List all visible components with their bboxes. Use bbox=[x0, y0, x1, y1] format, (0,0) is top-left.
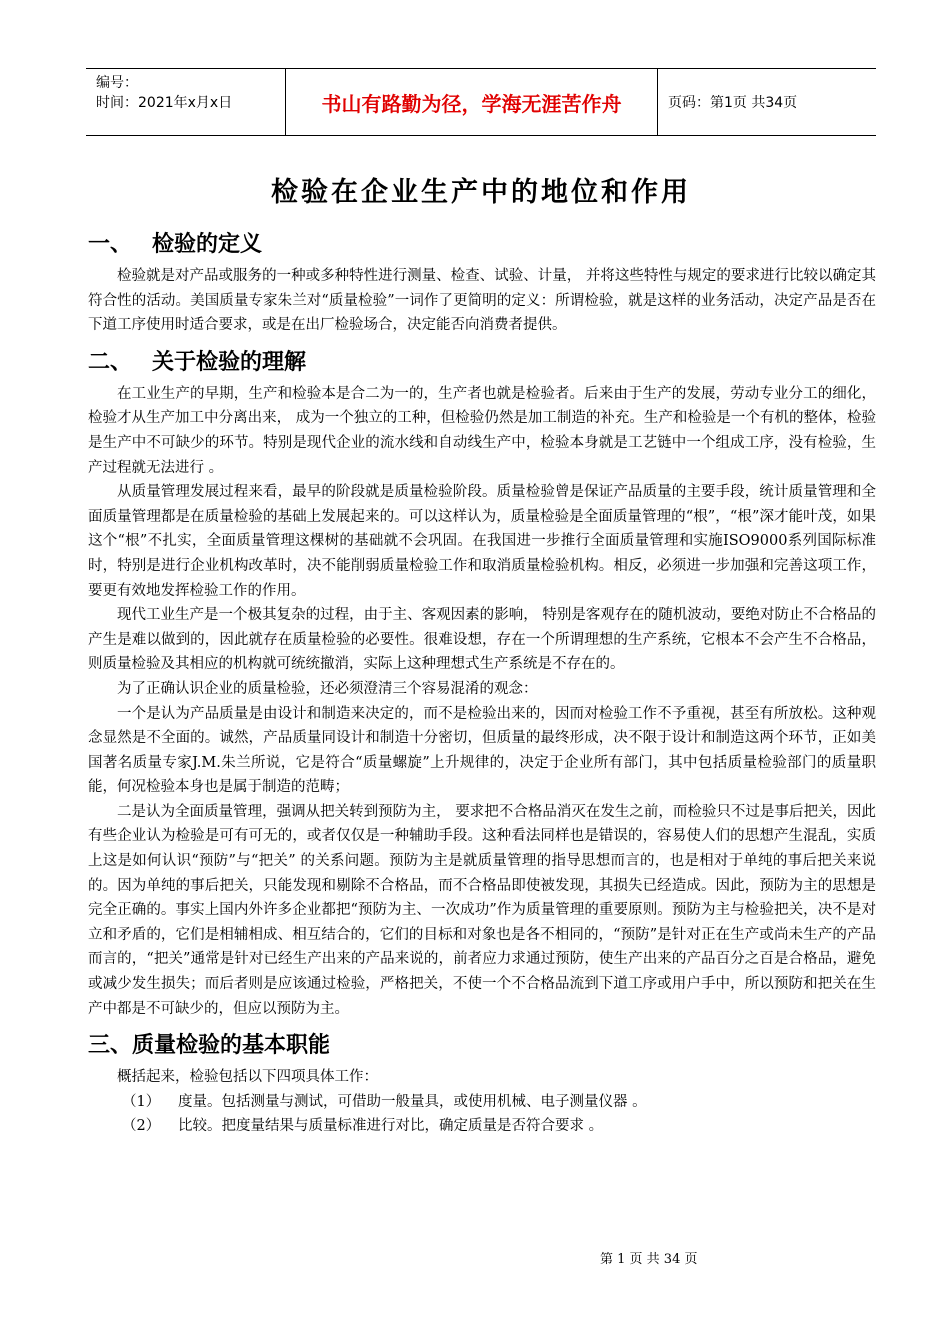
page-info: 页码：第1页 共34页 bbox=[668, 95, 798, 111]
section-heading-3 bbox=[88, 1027, 876, 1065]
header-left-cell bbox=[86, 69, 286, 135]
paragraph: 从质量管理发展过程来看，最早的阶段就是质量检验阶段。质量检验曾是保证产品质量的主要手段，统计质量管理和全面质量管理都是在质量检验的基础上发展起来的。可以这样认为，质量检验是全面质量管理的“根”，“根”深才能叶茂，如果这个“根”不扎实，全面质量管理这棵树的基础就不会巩固。在我国进一步推行全面质量管理和实施ISO9000系列国际标准时，特别是进行企业机构改革时，决不能削弱质量检验工作和取消质量检验机构。相反，必须进一步加强和完善这项工作，要更有效地发挥检验工作的作用。 bbox=[88, 484, 876, 599]
paragraph: 在工业生产的早期，生产和检验本是合二为一的，生产者也就是检验者。后来由于生产的发展，劳动专业分工的细化，检验才从生产加工中分离出来， 成为一个独立的工种，但检验仍然是加工制造的补充。生产和检验是一个有机的整体，检验是生产中不可缺少的环节。特别是现代企业的流水线和自动线生产中，检验本身就是工艺链中一个组成工序，没有检验，生产过程就无法进行 。 bbox=[88, 385, 876, 476]
paragraph: 现代工业生产是一个极其复杂的过程，由于主、客观因素的影响， 特别是客观存在的随机波动，要绝对防止不合格品的产生是难以做到的，因此就存在质量检验的必要性。很难设想，存在一个所谓理想的生产系统，它根本不会产生不合格品，则质量检验及其相应的机构就可统统撤消，实际上这种理想式生产系统是不存在的。 bbox=[88, 607, 876, 673]
section-title: 质量检验的基本职能 bbox=[132, 1033, 331, 1059]
list-item-number: （2） bbox=[122, 1118, 161, 1135]
paragraph: 一个是认为产品质量是由设计和制造来决定的，而不是检验出来的，因而对检验工作不予重视，甚至有所放松。这种观念显然是不全面的。诚然，产品质量同设计和制造十分密切，但质量的最终形成，决不限于设计和制造这两个环节，正如美国著名质量专家J.M.朱兰所说，它是符合“质量螺旋”上升规律的，决定于企业所有部门，其中包括质量检验部门的质量职能，何况检验本身也是属于制造的范畴； bbox=[88, 705, 876, 796]
section-number: 一、 bbox=[88, 232, 133, 257]
section-title: 关于检验的理解 bbox=[152, 349, 307, 375]
list-item-text: 度量。包括测量与测试，可借助一般量具，或使用机械、电子测量仪器 。 bbox=[178, 1093, 647, 1110]
page-footer: 第 1 页 共 34 页 bbox=[600, 1252, 698, 1267]
paragraph: 为了正确认识企业的质量检验，还必须澄清三个容易混淆的观念： bbox=[117, 680, 538, 697]
section-number: 三、 bbox=[88, 1033, 133, 1059]
section-title: 检验的定义 bbox=[152, 232, 263, 257]
section-heading-2 bbox=[88, 344, 876, 382]
section-number: 二、 bbox=[88, 349, 133, 375]
list-item bbox=[88, 1090, 876, 1115]
number-label: 编号： bbox=[96, 75, 138, 91]
paragraph: 二是认为全面质量管理，强调从把关转到预防为主， 要求把不合格品消灭在发生之前，而检验只不过是事后把关，因此有些企业认为检验是可有可无的，或者仅仅是一种辅助手段。这种看法同样也是错误的，容易使人们的思想产生混乱，实质上这是如何认识“预防”与“把关” 的关系问题。预防为主是就质量管理的指导思想而言的，也是相对于单纯的事后把关来说的。因为单纯的事后把关，只能发现和剔除不合格品，而不合格品即使被发现，其损失已经造成。因此，预防为主的思想是完全正确的。事实上国内外许多企业都把“预防为主、一次成功”作为质量管理的重要原则。预防为主与检验把关，决不是对立和矛盾的，它们是相辅相成、相互结合的，它们的目标和对象也是各不相同的，“预防”是针对正在生产或尚未生产的产品而言的，“把关”通常是针对已经生产出来的产品来说的，前者应力求通过预防，使生产出来的产品百分之百是合格品，避免或减少发生损失；而后者则是应该通过检验，严格把关，不使一个不合格品流到下道工序或用户手中，所以预防和把关在生产中都是不可缺少的，但应以预防为主。 bbox=[88, 803, 876, 1017]
section-heading-1 bbox=[88, 226, 876, 264]
motto: 书山有路勤为径，学海无涯苦作舟 bbox=[286, 69, 658, 135]
list-item-text: 比较。把度量结果与质量标准进行对比，确定质量是否符合要求 。 bbox=[178, 1118, 604, 1135]
paragraph: 概括起来，检验包括以下四项具体工作： bbox=[117, 1069, 378, 1086]
document-title: 检验在企业生产中的地位和作用 bbox=[271, 177, 691, 208]
document-body bbox=[88, 226, 876, 1139]
paragraph: 检验就是对产品或服务的一种或多种特性进行测量、检查、试验、计量， 并将这些特性与规定的要求进行比较以确定其符合性的活动。美国质量专家朱兰对“质量检验”一词作了更简明的定义：所谓检验，就是这样的业务活动，决定产品是否在下道工序使用时适合要求，或是在出厂检验场合，决定能否向消费者提供。 bbox=[88, 268, 876, 334]
time-label: 时间：2021年x月x日 bbox=[96, 95, 233, 111]
list-item bbox=[88, 1114, 876, 1139]
list-item-number: （1） bbox=[122, 1093, 161, 1110]
header-table bbox=[86, 68, 876, 136]
